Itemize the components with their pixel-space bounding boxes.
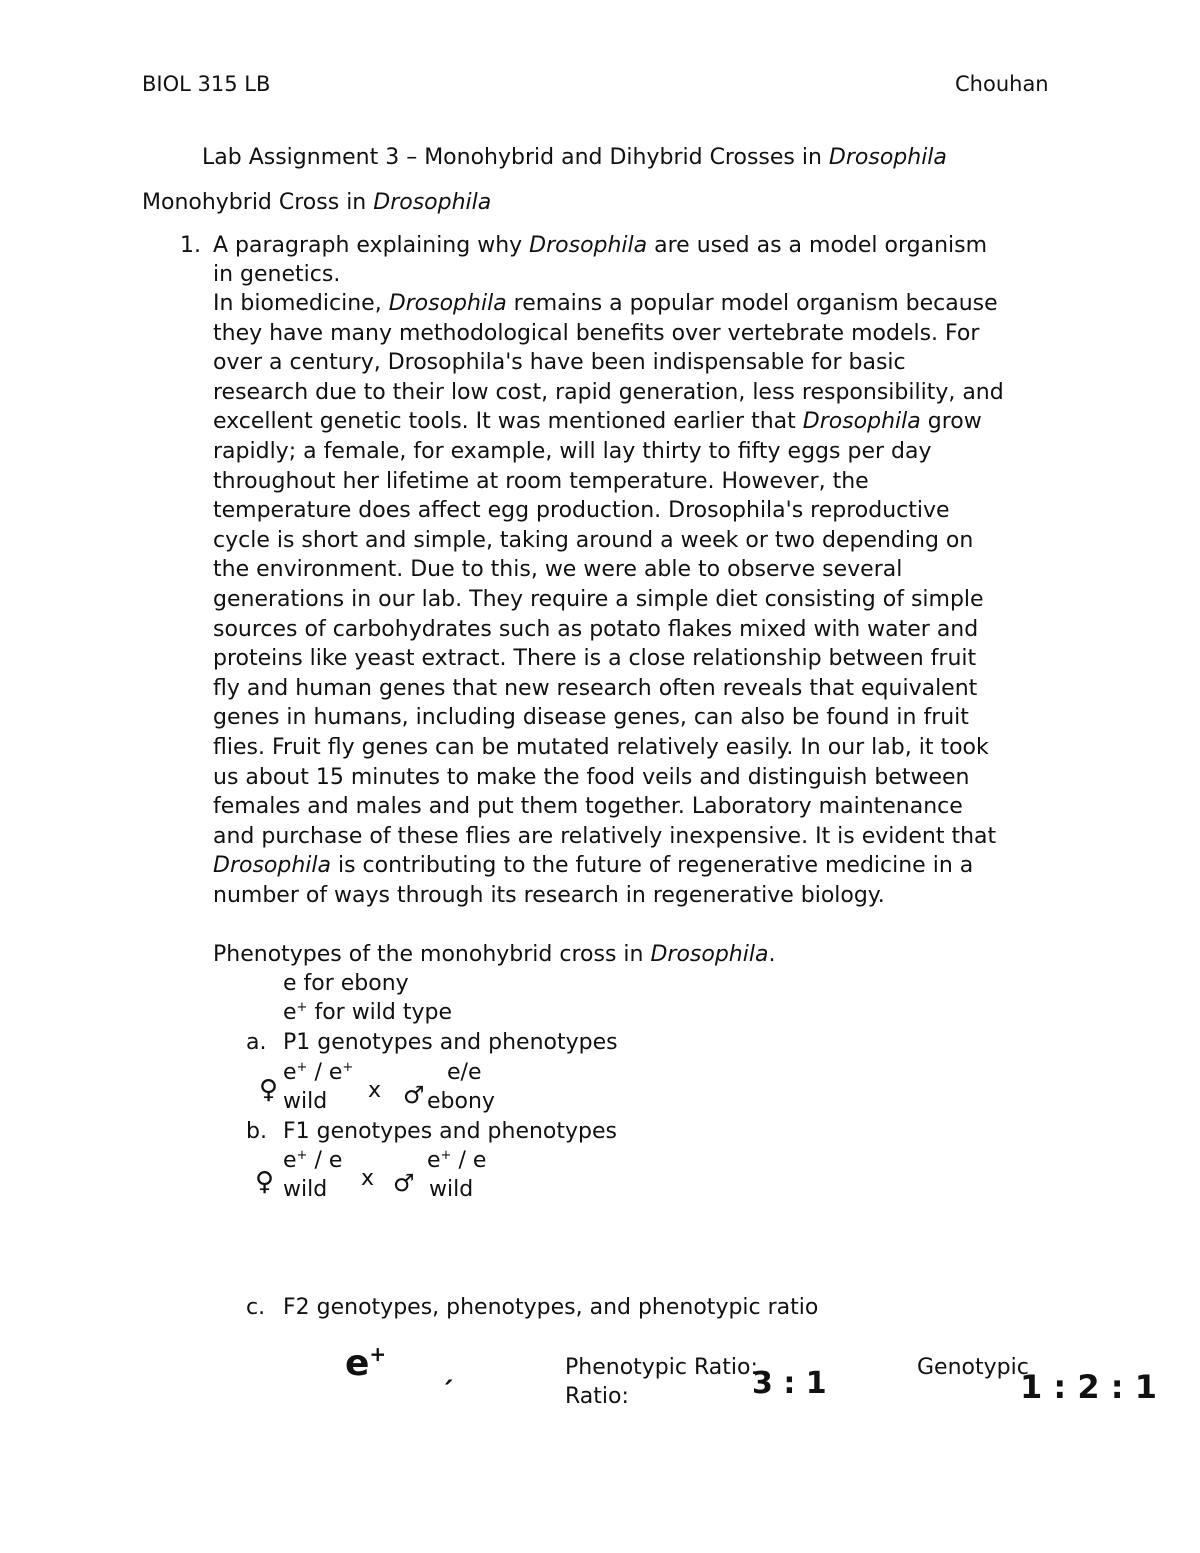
item-c-label: F2 genotypes, phenotypes, and phenotypic ratio [283, 1295, 819, 1320]
handwritten-mark: ˏ [440, 1352, 454, 1385]
page-title: Lab Assignment 3 – Monohybrid and Dihybrid Crosses in Drosophila [202, 145, 947, 170]
paragraph-line: us about 15 minutes to make the food veils and distinguish between [213, 764, 970, 790]
p1-female-genotype: e+ / e+ [283, 1060, 354, 1085]
handwritten-e-plus: e+ [345, 1342, 387, 1384]
f1-male-genotype: e+ / e [427, 1148, 487, 1173]
header-course: BIOL 315 LB [142, 72, 271, 96]
female-symbol-icon: ♀ [255, 1167, 275, 1197]
question-text-line2: in genetics. [213, 262, 341, 287]
ratio-label: Ratio: [565, 1384, 629, 1409]
paragraph-line: cycle is short and simple, taking around a week or two depending on [213, 527, 974, 553]
p1-male-phenotype: ebony [427, 1089, 495, 1114]
paragraph-line: generations in our lab. They require a simple diet consisting of simple [213, 586, 984, 612]
paragraph-line: excellent genetic tools. It was mentioned earlier that Drosophila grow [213, 409, 982, 435]
p1-male-genotype: e/e [447, 1060, 482, 1085]
paragraph-line: research due to their low cost, rapid generation, less responsibility, and [213, 379, 1004, 405]
paragraph-line: throughout her lifetime at room temperature. However, the [213, 468, 869, 494]
phenotypes-heading: Phenotypes of the monohybrid cross in Drosophila. [213, 942, 776, 967]
paragraph-line: In biomedicine, Drosophila remains a popular model organism because [213, 291, 998, 316]
question-number: 1. [180, 233, 201, 258]
paragraph-line: flies. Fruit fly genes can be mutated relatively easily. In our lab, it took [213, 734, 989, 760]
paragraph-line: rapidly; a female, for example, will lay thirty to fifty eggs per day [213, 438, 932, 464]
cross-icon: x [368, 1078, 382, 1103]
f1-female-genotype: e+ / e [283, 1148, 343, 1173]
phenotypic-ratio-value: 3 : 1 [752, 1366, 827, 1401]
genotypic-ratio-label: Genotypic [917, 1355, 1029, 1380]
allele-ebony: e for ebony [283, 971, 409, 996]
paragraph-line: fly and human genes that new research often reveals that equivalent [213, 675, 978, 701]
cross-icon: x [361, 1166, 375, 1191]
paragraph-line: the environment. Due to this, we were able to observe several [213, 557, 903, 583]
paragraph-line: sources of carbohydrates such as potato flakes mixed with water and [213, 616, 979, 642]
paragraph-line: proteins like yeast extract. There is a close relationship between fruit [213, 646, 977, 672]
item-b-letter: b. [246, 1119, 267, 1144]
genotypic-ratio-value: 1 : 2 : 1 [1020, 1368, 1157, 1406]
answer-paragraph [213, 289, 1073, 910]
paragraph-line: and purchase of these flies are relatively inexpensive. It is evident that [213, 823, 997, 849]
paragraph-line: temperature does affect egg production. Drosophila's reproductive [213, 498, 950, 524]
item-a-letter: a. [246, 1030, 267, 1055]
paragraph-line: number of ways through its research in regenerative biology. [213, 882, 885, 908]
male-symbol-icon: ♂ [393, 1169, 415, 1197]
paragraph-line: they have many methodological benefits over vertebrate models. For [213, 320, 980, 346]
male-symbol-icon: ♂ [403, 1081, 425, 1109]
section-heading: Monohybrid Cross in Drosophila [142, 190, 492, 215]
item-a-label: P1 genotypes and phenotypes [283, 1030, 618, 1055]
f1-female-phenotype: wild [283, 1177, 328, 1202]
female-symbol-icon: ♀ [259, 1075, 279, 1105]
item-b-label: F1 genotypes and phenotypes [283, 1119, 617, 1144]
allele-wild-type: e+ for wild type [283, 1000, 453, 1025]
item-c-letter: c. [246, 1295, 266, 1320]
paragraph-line: females and males and put them together. Laboratory maintenance [213, 794, 963, 820]
paragraph-line: Drosophila is contributing to the future of regenerative medicine in a [213, 853, 974, 879]
question-text: A paragraph explaining why Drosophila are used as a model organism [213, 233, 988, 258]
header-author: Chouhan [955, 72, 1049, 96]
f1-male-phenotype: wild [429, 1177, 474, 1202]
paragraph-line: over a century, Drosophila's have been indispensable for basic [213, 350, 906, 376]
paragraph-line: genes in humans, including disease genes, can also be found in fruit [213, 705, 969, 731]
p1-female-phenotype: wild [283, 1089, 328, 1114]
phenotypic-ratio-label: Phenotypic Ratio: [565, 1355, 758, 1380]
